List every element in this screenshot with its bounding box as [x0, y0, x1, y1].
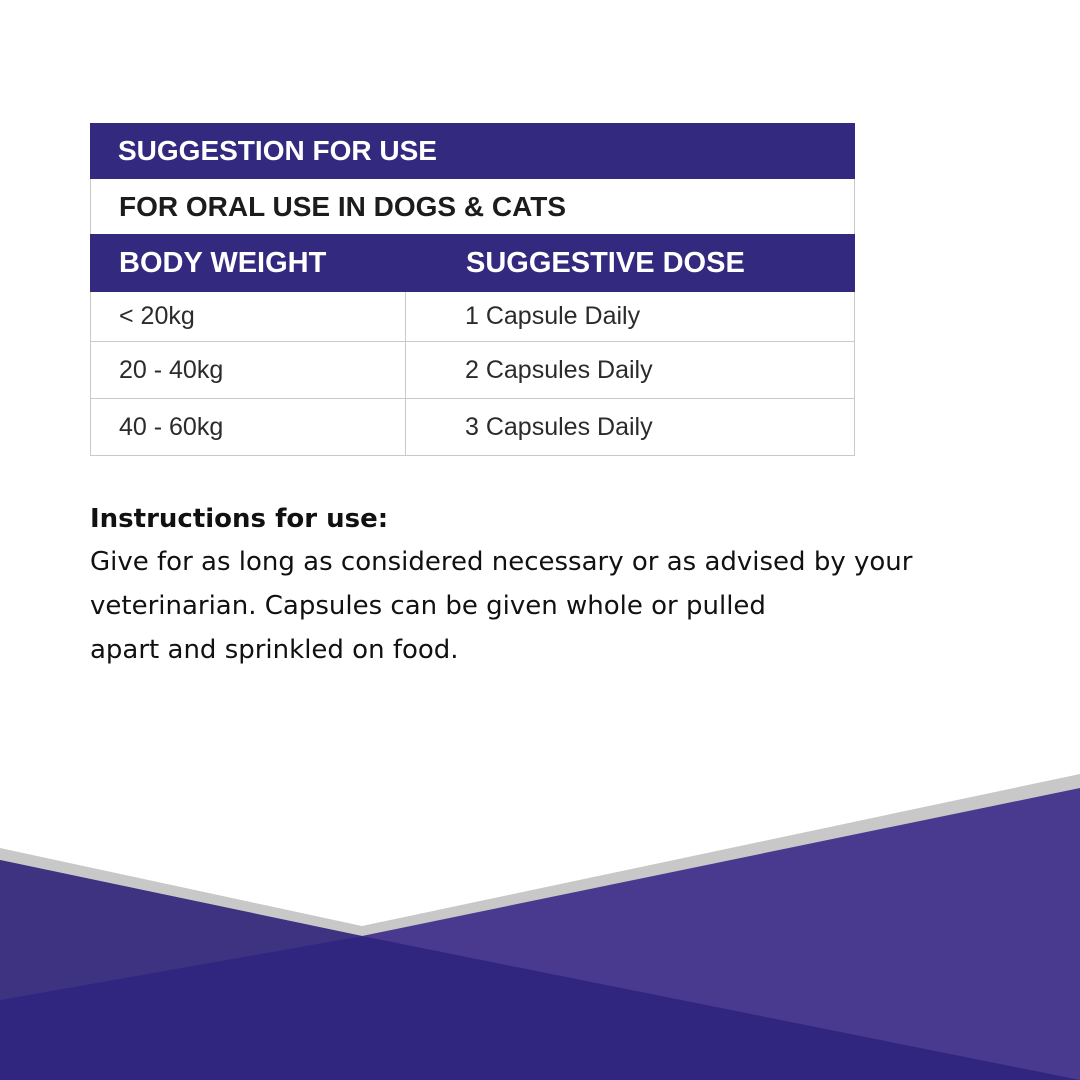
- column-header-body-weight: BODY WEIGHT: [119, 246, 327, 279]
- instructions-body: [90, 540, 990, 672]
- instructions-line: Give for as long as considered necessary or as advised by your: [90, 547, 913, 577]
- dosage-table: [90, 123, 855, 456]
- table-header-row: [90, 234, 855, 292]
- footer-decoration: [0, 760, 1080, 1080]
- cell-dose: 2 Capsules Daily: [465, 355, 653, 384]
- cell-dose: 1 Capsule Daily: [465, 302, 641, 330]
- table-row: [90, 399, 855, 456]
- cell-dose: 3 Capsules Daily: [465, 412, 653, 441]
- instructions-block: [90, 500, 990, 672]
- table-row: [90, 292, 855, 342]
- table-row: [90, 342, 855, 399]
- instructions-line: apart and sprinkled on food.: [90, 635, 459, 665]
- cell-body-weight: 20 - 40kg: [91, 342, 406, 398]
- instructions-heading: Instructions for use:: [90, 504, 389, 534]
- cell-body-weight: 40 - 60kg: [91, 399, 406, 455]
- column-header-suggestive-dose: SUGGESTIVE DOSE: [466, 246, 745, 279]
- instructions-line: veterinarian. Capsules can be given whole or pulled: [90, 591, 766, 621]
- table-subtitle: FOR ORAL USE IN DOGS & CATS: [90, 179, 855, 234]
- table-title: SUGGESTION FOR USE: [90, 123, 855, 179]
- cell-body-weight: < 20kg: [91, 292, 406, 341]
